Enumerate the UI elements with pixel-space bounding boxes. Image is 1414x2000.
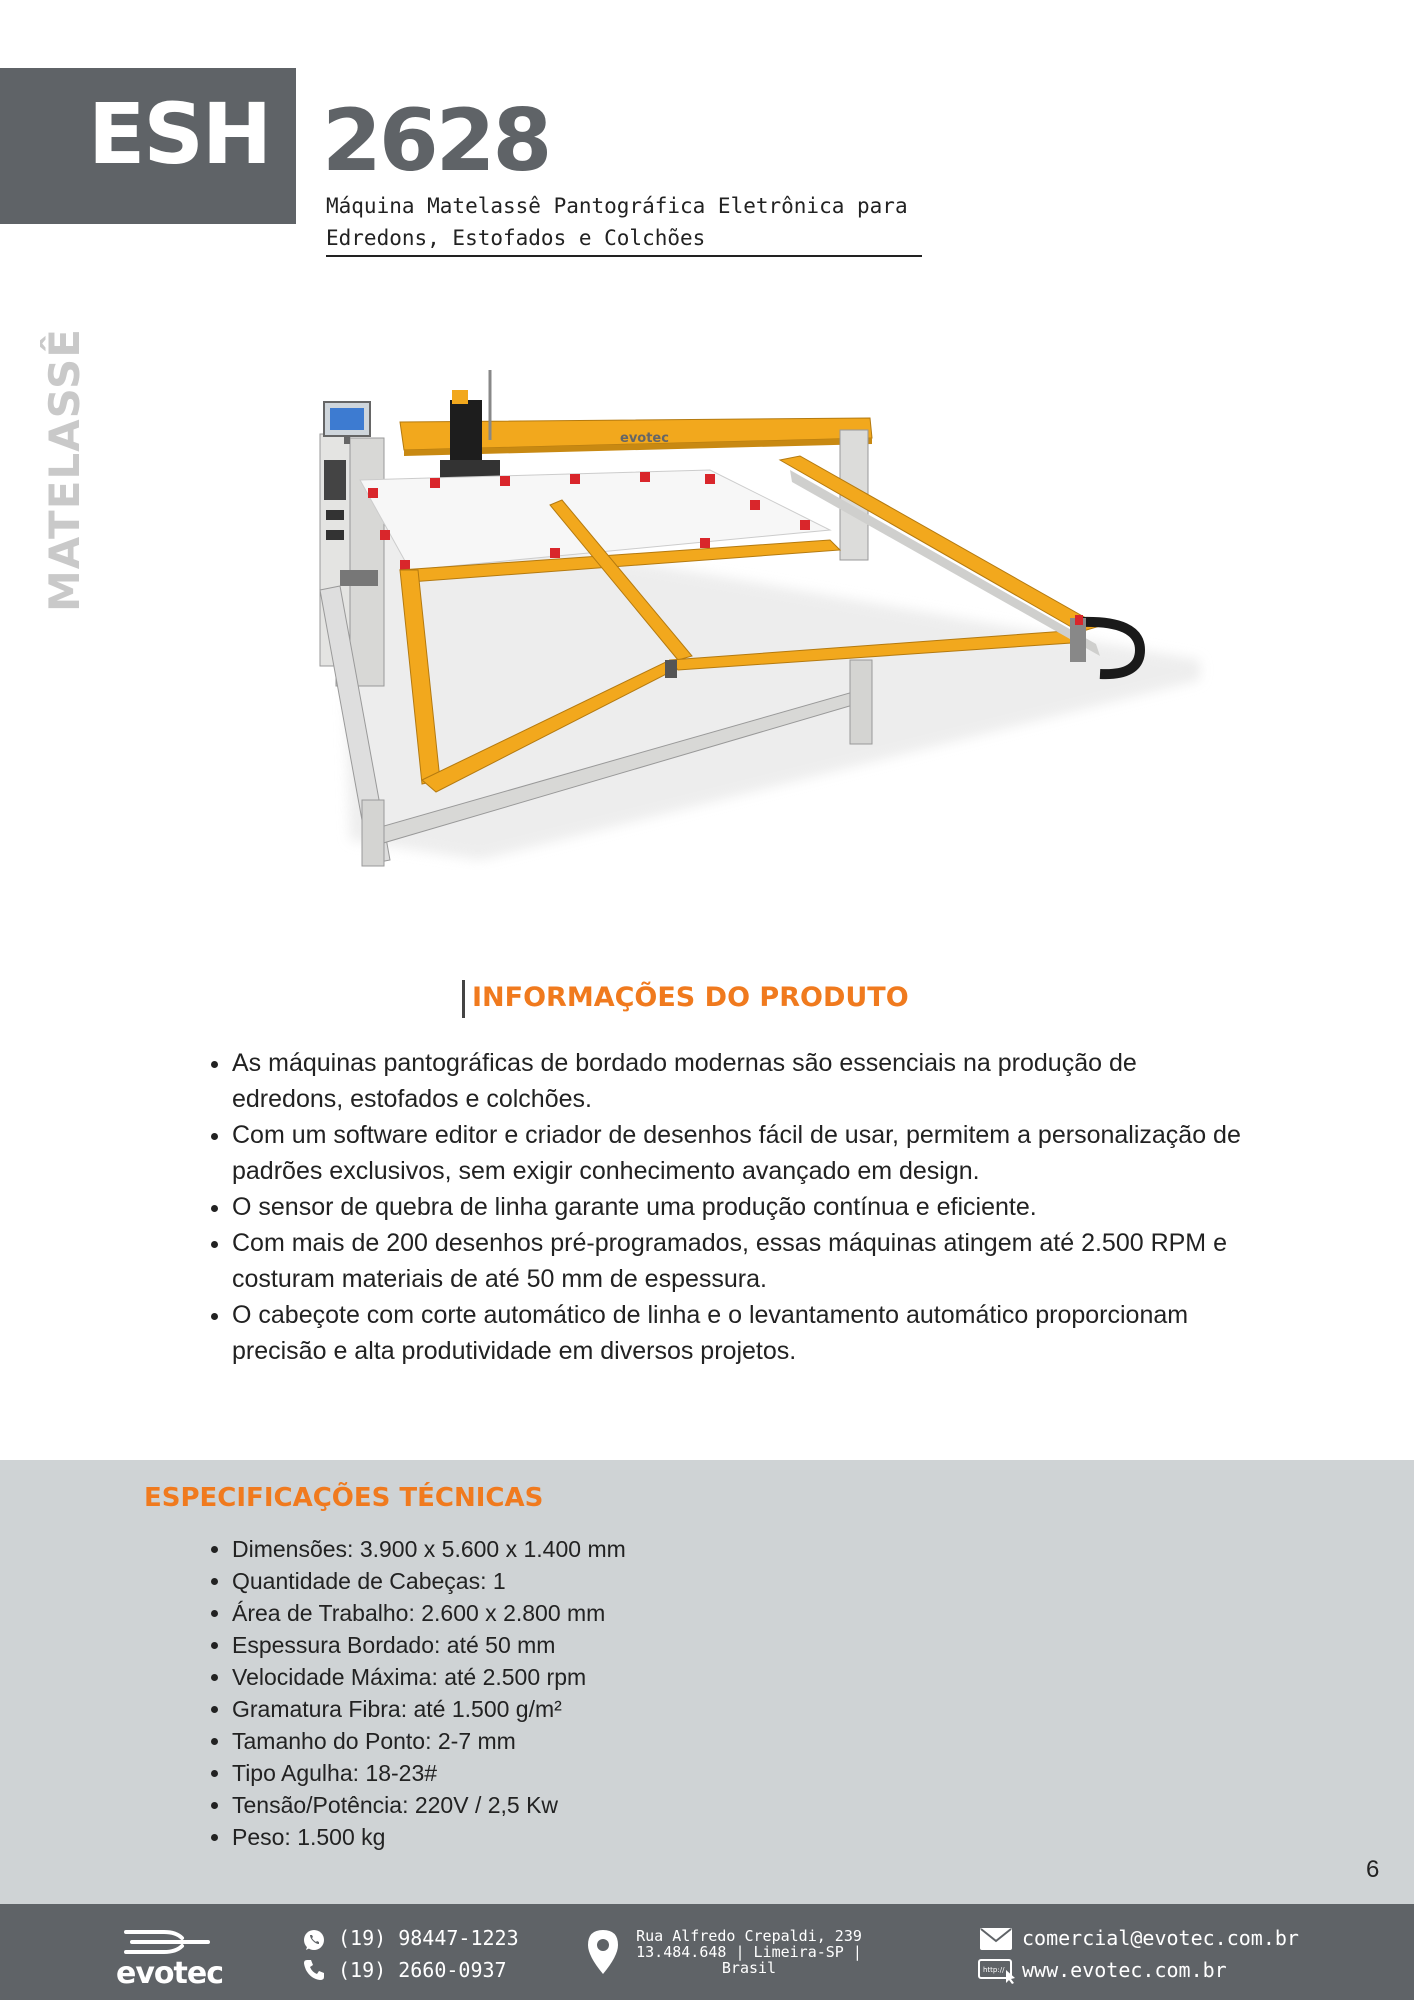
model-number: 2628 [322,91,550,191]
spec-section-title: ESPECIFICAÇÕES TÉCNICAS [144,1483,544,1513]
phone-icon [302,1958,326,1982]
website-link[interactable]: www.evotec.com.br [1022,1958,1227,1982]
address-line-2: 13.484.648 | Limeira-SP | [636,1943,862,1961]
svg-text:http://: http:// [983,1966,1005,1974]
browser-icon [978,1958,1018,1984]
control-cabinet [320,434,384,686]
subtitle-line-1: Máquina Matelassê Pantográfica Eletrônica para [326,194,908,218]
footer-logo-text: evotec [116,1956,223,1991]
info-item: • Com um software editor e criador de desenhos fácil de usar, permitem a personalização de padrões exclusivos, sem exigir conhecimento avançado em design. [232,1117,1252,1189]
info-item: • O cabeçote com corte automático de linha e o levantamento automático proporcionam precisão e alta produtividade em diversos projetos. [232,1297,1252,1369]
product-subtitle [326,190,946,254]
spec-item: • Peso: 1.500 kg [232,1821,626,1853]
spec-item: • Gramatura Fibra: até 1.500 g/m² [232,1693,626,1725]
info-item: • O sensor de quebra de linha garante uma produção contínua e eficiente. [232,1189,1252,1225]
address-line-1: Rua Alfredo Crepaldi, 239 [636,1927,862,1945]
info-list [200,1045,1252,1369]
subtitle-line-2: Edredons, Estofados e Colchões [326,226,706,250]
subtitle-underline [326,255,922,257]
category-side-label: MATELASSÊ [40,328,89,612]
info-item: • Com mais de 200 desenhos pré-programados, essas máquinas atingem até 2.500 RPM e costuram materiais de até 50 mm de espessura. [232,1225,1252,1297]
info-section-title: INFORMAÇÕES DO PRODUTO [472,982,909,1013]
spec-item: • Dimensões: 3.900 x 5.600 x 1.400 mm [232,1533,626,1565]
spec-item: • Tipo Agulha: 18-23# [232,1757,626,1789]
spec-item: • Espessura Bordado: até 50 mm [232,1629,626,1661]
spec-item: • Tensão/Potência: 220V / 2,5 Kw [232,1789,626,1821]
whatsapp-icon [302,1928,326,1952]
spec-item: • Quantidade de Cabeças: 1 [232,1565,626,1597]
email-icon [980,1928,1012,1950]
model-prefix: ESH [88,85,271,183]
phone-landline[interactable]: (19) 2660-0937 [338,1958,507,1982]
address-line-3: Brasil [721,1959,777,1977]
spec-item: • Área de Trabalho: 2.600 x 2.800 mm [232,1597,626,1629]
email-link[interactable]: comercial@evotec.com.br [1022,1926,1299,1950]
page-number: 6 [1366,1856,1380,1883]
address [626,1928,872,1976]
spec-item: • Tamanho do Ponto: 2-7 mm [232,1725,626,1757]
spec-list [200,1533,626,1853]
footer [0,1904,1414,2000]
info-item: • As máquinas pantográficas de bordado modernas são essenciais na produção de edredons, estofados e colchões. [232,1045,1252,1117]
phone-whatsapp[interactable]: (19) 98447-1223 [338,1926,519,1950]
product-image [300,360,1220,870]
svg-text:evotec: evotec [620,431,669,446]
location-pin-icon [586,1928,620,1976]
spec-item: • Velocidade Máxima: até 2.500 rpm [232,1661,626,1693]
section-accent-bar [462,980,465,1018]
